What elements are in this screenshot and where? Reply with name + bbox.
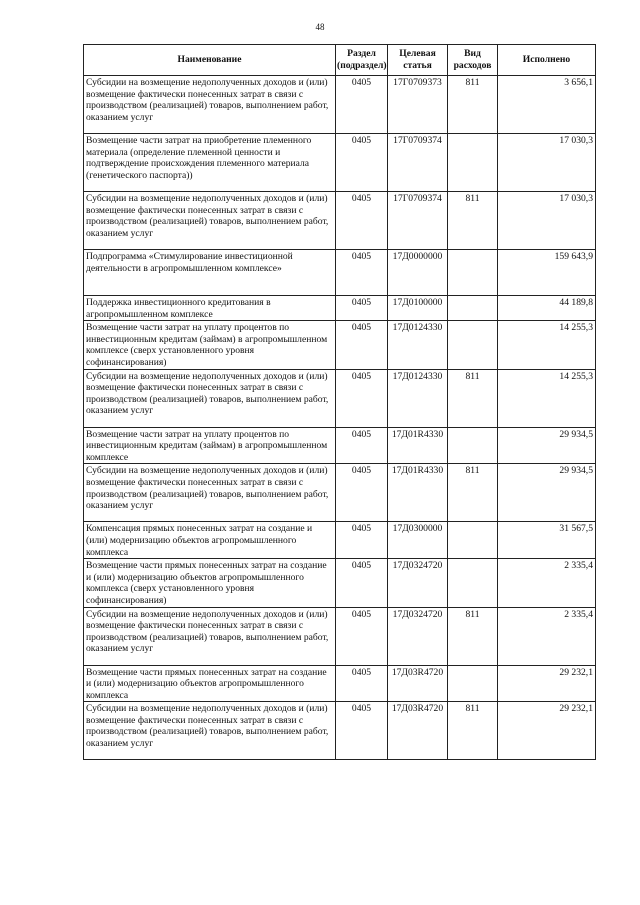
cell-executed: 29 934,5: [498, 464, 596, 522]
cell-name: Возмещение части затрат на уплату процентов по инвестиционным кредитам (займам) в агропромышленном комплексе (сверх установленного уровня софинансирования): [84, 321, 336, 369]
cell-executed: 159 643,9: [498, 250, 596, 296]
column-header-target: Целевая статья: [388, 45, 448, 76]
cell-name: Возмещение части прямых понесенных затрат на создание и (или) модернизацию объектов агропромышленного комплекса: [84, 665, 336, 702]
cell-target: 17Г0709374: [388, 192, 448, 250]
cell-name: Субсидии на возмещение недополученных доходов и (или) возмещение фактически понесенных затрат в связи с производством (реализацией) товаров, выполнением работ, оказанием услуг: [84, 607, 336, 665]
cell-section: 0405: [336, 464, 388, 522]
cell-section: 0405: [336, 250, 388, 296]
cell-executed: 14 255,3: [498, 321, 596, 369]
cell-executed: 17 030,3: [498, 134, 596, 192]
table-row: [84, 464, 596, 522]
column-header-name: Наименование: [84, 45, 336, 76]
table-row: [84, 427, 596, 464]
cell-section: 0405: [336, 134, 388, 192]
table-row: [84, 559, 596, 607]
table-row: [84, 702, 596, 760]
cell-section: 0405: [336, 369, 388, 427]
cell-executed: 44 189,8: [498, 296, 596, 321]
cell-executed: 2 335,4: [498, 559, 596, 607]
table-row: [84, 607, 596, 665]
cell-target: 17Д0124330: [388, 321, 448, 369]
cell-expense-type: 811: [448, 607, 498, 665]
cell-name: Субсидии на возмещение недополученных доходов и (или) возмещение фактически понесенных затрат в связи с производством (реализацией) товаров, выполнением работ, оказанием услуг: [84, 464, 336, 522]
cell-target: 17Д03R4720: [388, 702, 448, 760]
cell-target: 17Д0324720: [388, 559, 448, 607]
cell-executed: 3 656,1: [498, 76, 596, 134]
cell-section: 0405: [336, 522, 388, 559]
cell-target: 17Д0124330: [388, 369, 448, 427]
cell-expense-type: [448, 321, 498, 369]
cell-expense-type: [448, 134, 498, 192]
page-number: 48: [315, 22, 325, 32]
table-row: [84, 134, 596, 192]
table-row: [84, 296, 596, 321]
cell-section: 0405: [336, 559, 388, 607]
cell-target: 17Г0709374: [388, 134, 448, 192]
cell-section: 0405: [336, 665, 388, 702]
cell-name: Возмещение части прямых понесенных затрат на создание и (или) модернизацию объектов агропромышленного комплекса (сверх установленного уровня софинансирования): [84, 559, 336, 607]
cell-name: Возмещение части затрат на приобретение племенного материала (определение племенной ценности и подтверждение происхождения племенного материала (генетического паспорта)): [84, 134, 336, 192]
cell-target: 17Д0324720: [388, 607, 448, 665]
cell-target: 17Д03R4720: [388, 665, 448, 702]
cell-name: Субсидии на возмещение недополученных доходов и (или) возмещение фактически понесенных затрат в связи с производством (реализацией) товаров, выполнением работ, оказанием услуг: [84, 76, 336, 134]
cell-expense-type: 811: [448, 369, 498, 427]
table-row: [84, 522, 596, 559]
cell-expense-type: [448, 250, 498, 296]
cell-expense-type: [448, 665, 498, 702]
column-header-expense-type: Вид расходов: [448, 45, 498, 76]
cell-expense-type: 811: [448, 702, 498, 760]
cell-section: 0405: [336, 296, 388, 321]
column-header-section: Раздел (подраздел): [336, 45, 388, 76]
table-row: [84, 665, 596, 702]
table-row: [84, 250, 596, 296]
cell-target: 17Д01R4330: [388, 427, 448, 464]
cell-target: 17Д0100000: [388, 296, 448, 321]
cell-name: Субсидии на возмещение недополученных доходов и (или) возмещение фактически понесенных затрат в связи с производством (реализацией) товаров, выполнением работ, оказанием услуг: [84, 369, 336, 427]
cell-section: 0405: [336, 192, 388, 250]
cell-section: 0405: [336, 321, 388, 369]
cell-section: 0405: [336, 607, 388, 665]
cell-target: 17Д0000000: [388, 250, 448, 296]
table-row: [84, 369, 596, 427]
cell-executed: 17 030,3: [498, 192, 596, 250]
cell-target: 17Д0300000: [388, 522, 448, 559]
cell-name: Субсидии на возмещение недополученных доходов и (или) возмещение фактически понесенных затрат в связи с производством (реализацией) товаров, выполнением работ, оказанием услуг: [84, 702, 336, 760]
table-header-row: [84, 45, 596, 76]
cell-name: Компенсация прямых понесенных затрат на создание и (или) модернизацию объектов агропромышленного комплекса: [84, 522, 336, 559]
cell-executed: 31 567,5: [498, 522, 596, 559]
cell-executed: 29 232,1: [498, 665, 596, 702]
cell-executed: 14 255,3: [498, 369, 596, 427]
cell-expense-type: 811: [448, 192, 498, 250]
cell-section: 0405: [336, 702, 388, 760]
cell-expense-type: [448, 296, 498, 321]
table-row: [84, 321, 596, 369]
cell-expense-type: 811: [448, 464, 498, 522]
cell-executed: 29 232,1: [498, 702, 596, 760]
cell-name: Подпрограмма «Стимулирование инвестиционной деятельности в агропромышленном комплексе»: [84, 250, 336, 296]
cell-target: 17Д01R4330: [388, 464, 448, 522]
cell-name: Возмещение части затрат на уплату процентов по инвестиционным кредитам (займам) в агропромышленном комплексе: [84, 427, 336, 464]
cell-name: Субсидии на возмещение недополученных доходов и (или) возмещение фактически понесенных затрат в связи с производством (реализацией) товаров, выполнением работ, оказанием услуг: [84, 192, 336, 250]
cell-executed: 29 934,5: [498, 427, 596, 464]
column-header-executed: Исполнено: [498, 45, 596, 76]
cell-name: Поддержка инвестиционного кредитования в агропромышленном комплексе: [84, 296, 336, 321]
table-row: [84, 192, 596, 250]
cell-expense-type: [448, 559, 498, 607]
cell-target: 17Г0709373: [388, 76, 448, 134]
cell-section: 0405: [336, 76, 388, 134]
table-row: [84, 76, 596, 134]
cell-expense-type: [448, 522, 498, 559]
cell-executed: 2 335,4: [498, 607, 596, 665]
cell-expense-type: [448, 427, 498, 464]
cell-expense-type: 811: [448, 76, 498, 134]
budget-table: [83, 44, 596, 760]
cell-section: 0405: [336, 427, 388, 464]
